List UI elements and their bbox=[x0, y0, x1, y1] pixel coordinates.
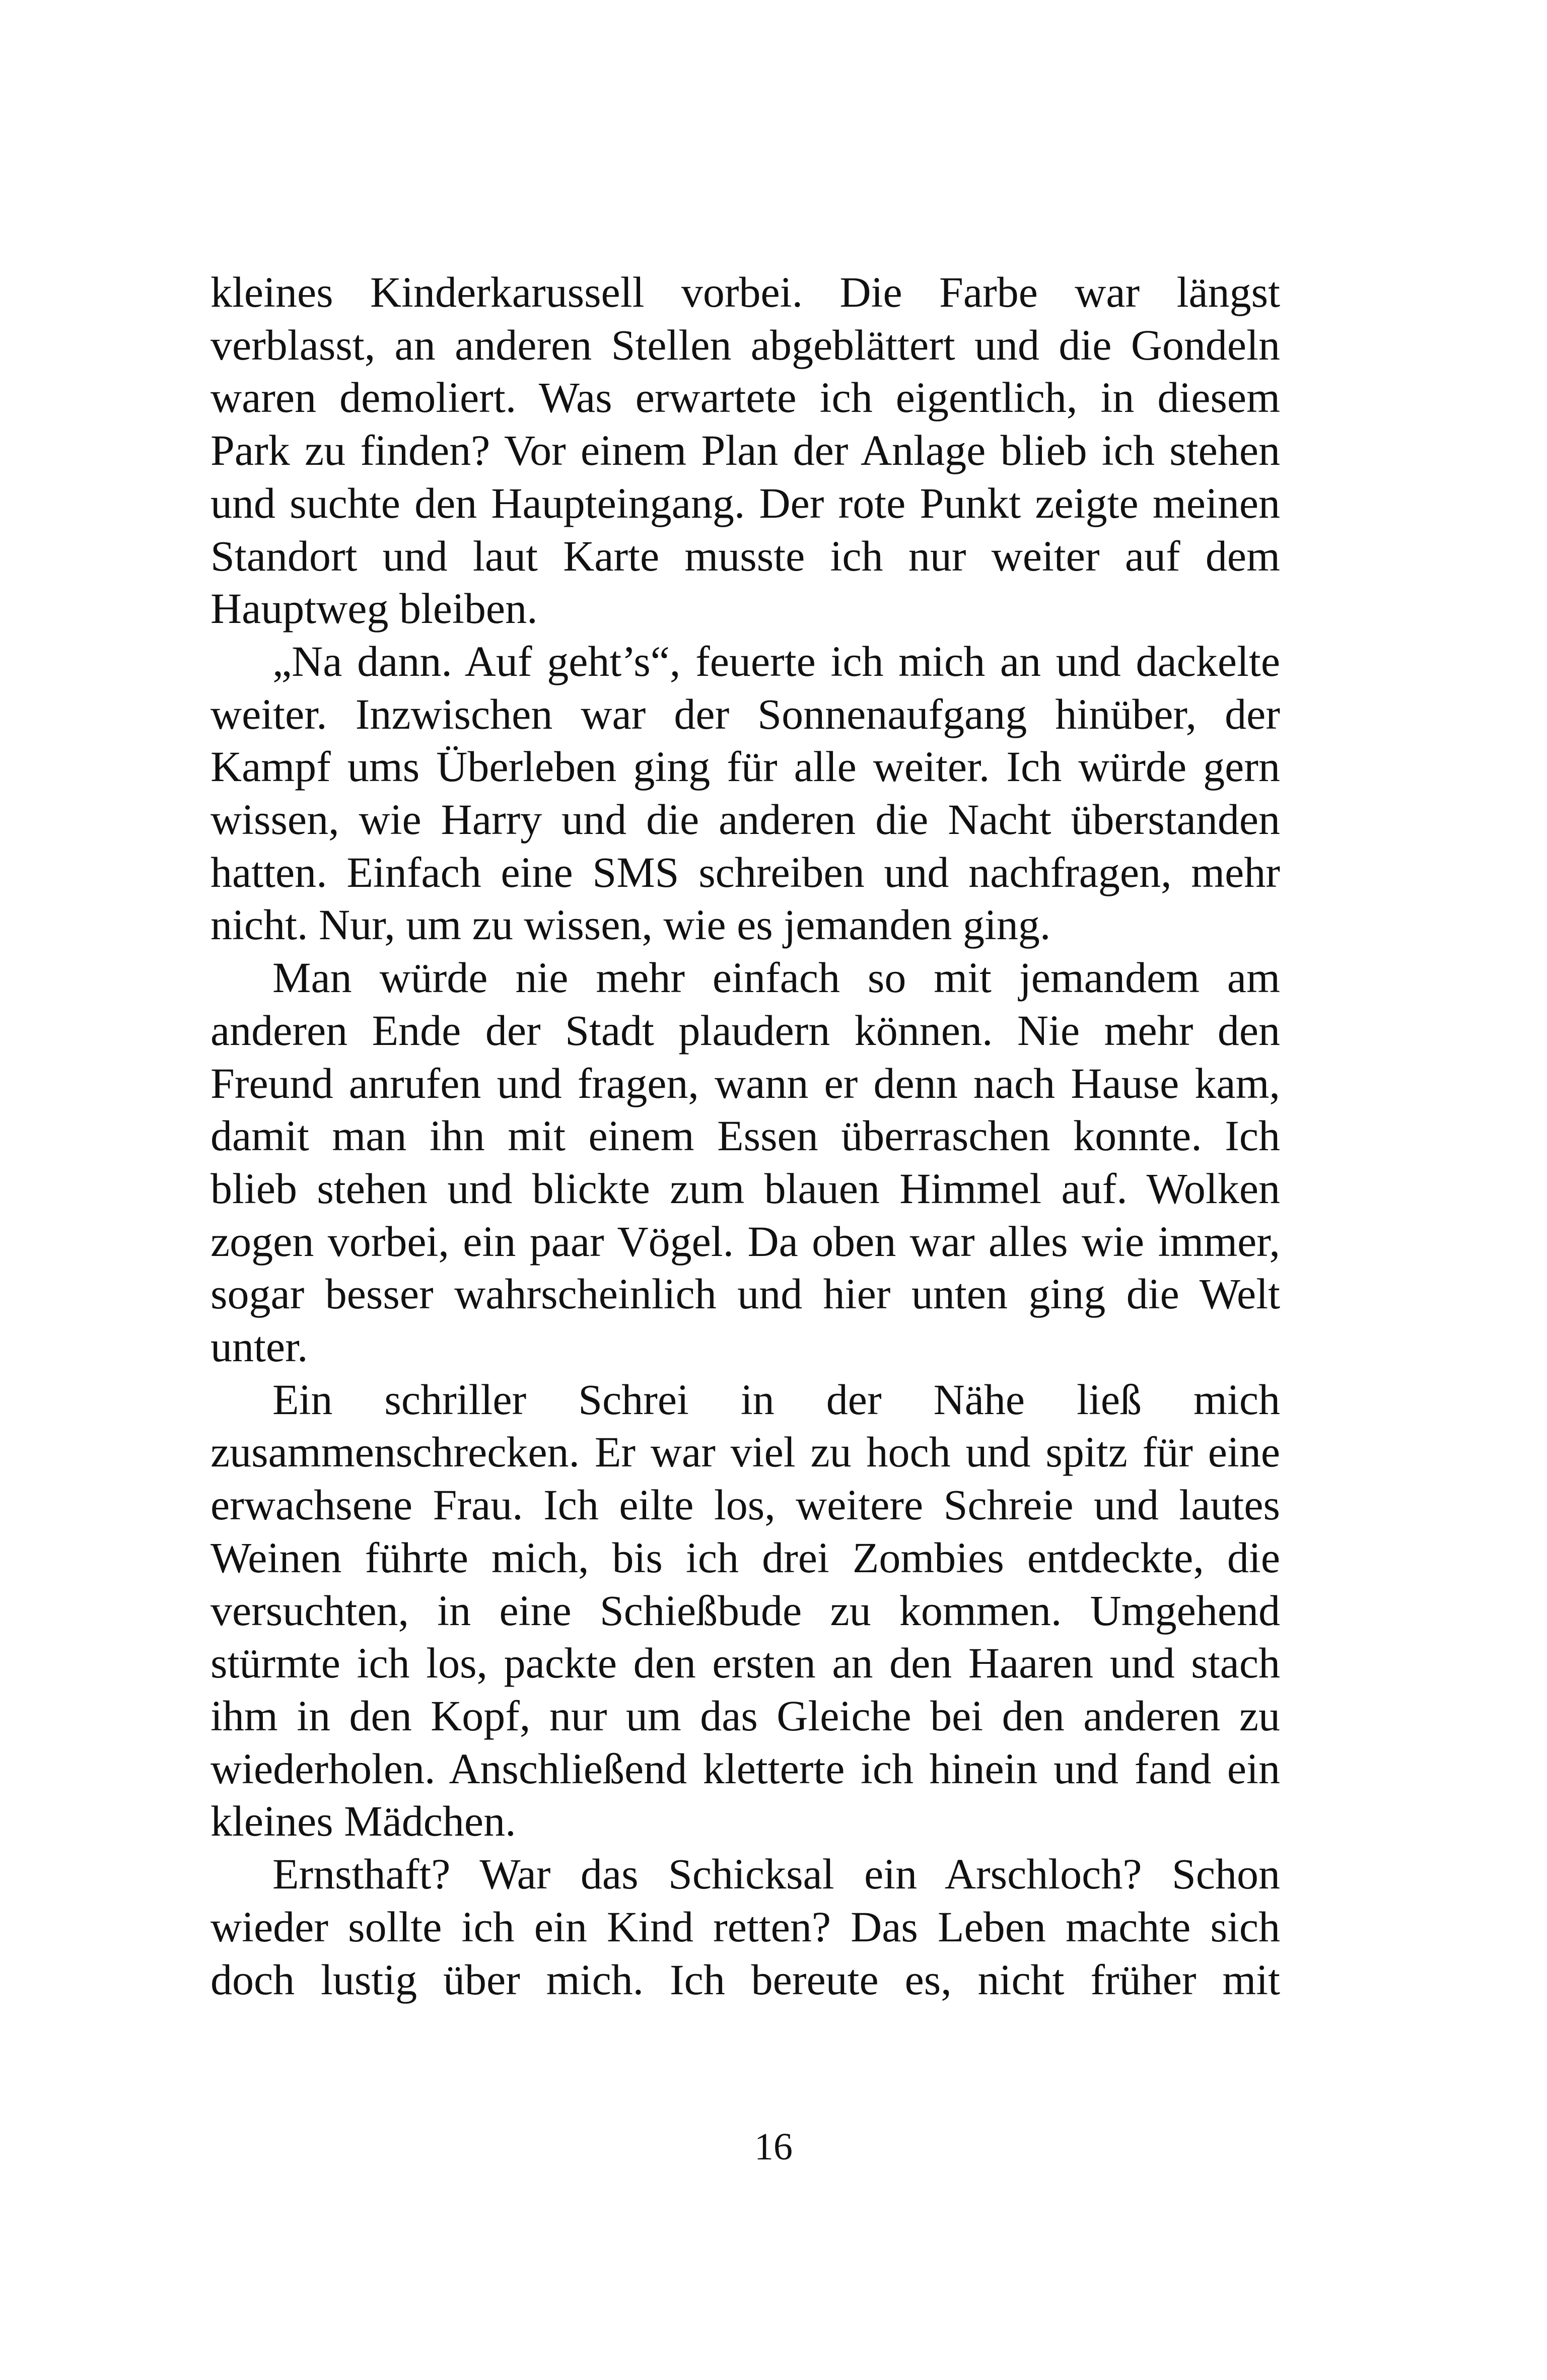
page-number: 16 bbox=[754, 2126, 793, 2168]
paragraph-2: „Na dann. Auf geht’s“, feuerte ich mich an und dackelte weiter. Inzwischen war der Sonnenaufgang hinüber, der Kampf ums Überleben ging für alle weiter. Ich würde gern wissen, wie Harry und die anderen die Nacht überstanden hatten. Einfach eine SMS schreiben und nachfragen, mehr nicht. Nur, um zu wissen, wie es jemanden ging. bbox=[210, 637, 1280, 949]
paragraph-5: Ernsthaft? War das Schicksal ein Arschloch? Schon wieder sollte ich ein Kind retten? Das Leben machte sich doch lustig über mich. Ich bereute es, nicht früher mit bbox=[210, 1850, 1280, 2004]
body-text bbox=[210, 266, 1280, 2006]
paragraph-1: kleines Kinderkarussell vorbei. Die Farbe war längst verblasst, an anderen Stellen abgeblättert und die Gondeln waren demoliert. Was erwartete ich eigentlich, in diesem Park zu finden? Vor einem Plan der Anlage blieb ich stehen und suchte den Haupteingang. Der rote Punkt zeigte meinen Standort und laut Karte musste ich nur weiter auf dem Hauptweg bleiben. bbox=[210, 268, 1280, 633]
paragraph-4: Ein schriller Schrei in der Nähe ließ mich zusammenschrecken. Er war viel zu hoch und spitz für eine erwachsene Frau. Ich eilte los, weitere Schreie und lautes Weinen führte mich, bis ich drei Zombies entdeckte, die versuchten, in eine Schießbude zu kommen. Umgehend stürmte ich los, packte den ersten an den Haaren und stach ihm in den Kopf, nur um das Gleiche bei den anderen zu wiederholen. Anschließend kletterte ich hinein und fand ein kleines Mädchen. bbox=[210, 1375, 1280, 1846]
paragraph-3: Man würde nie mehr einfach so mit jemandem am anderen Ende der Stadt plaudern können. Nie mehr den Freund anrufen und fragen, wann er denn nach Hause kam, damit man ihn mit einem Essen überraschen konnte. Ich blieb stehen und blickte zum blauen Himmel auf. Wolken zogen vorbei, ein paar Vögel. Da oben war alles wie immer, sogar besser wahrscheinlich und hier unten ging die Welt unter. bbox=[210, 953, 1280, 1371]
